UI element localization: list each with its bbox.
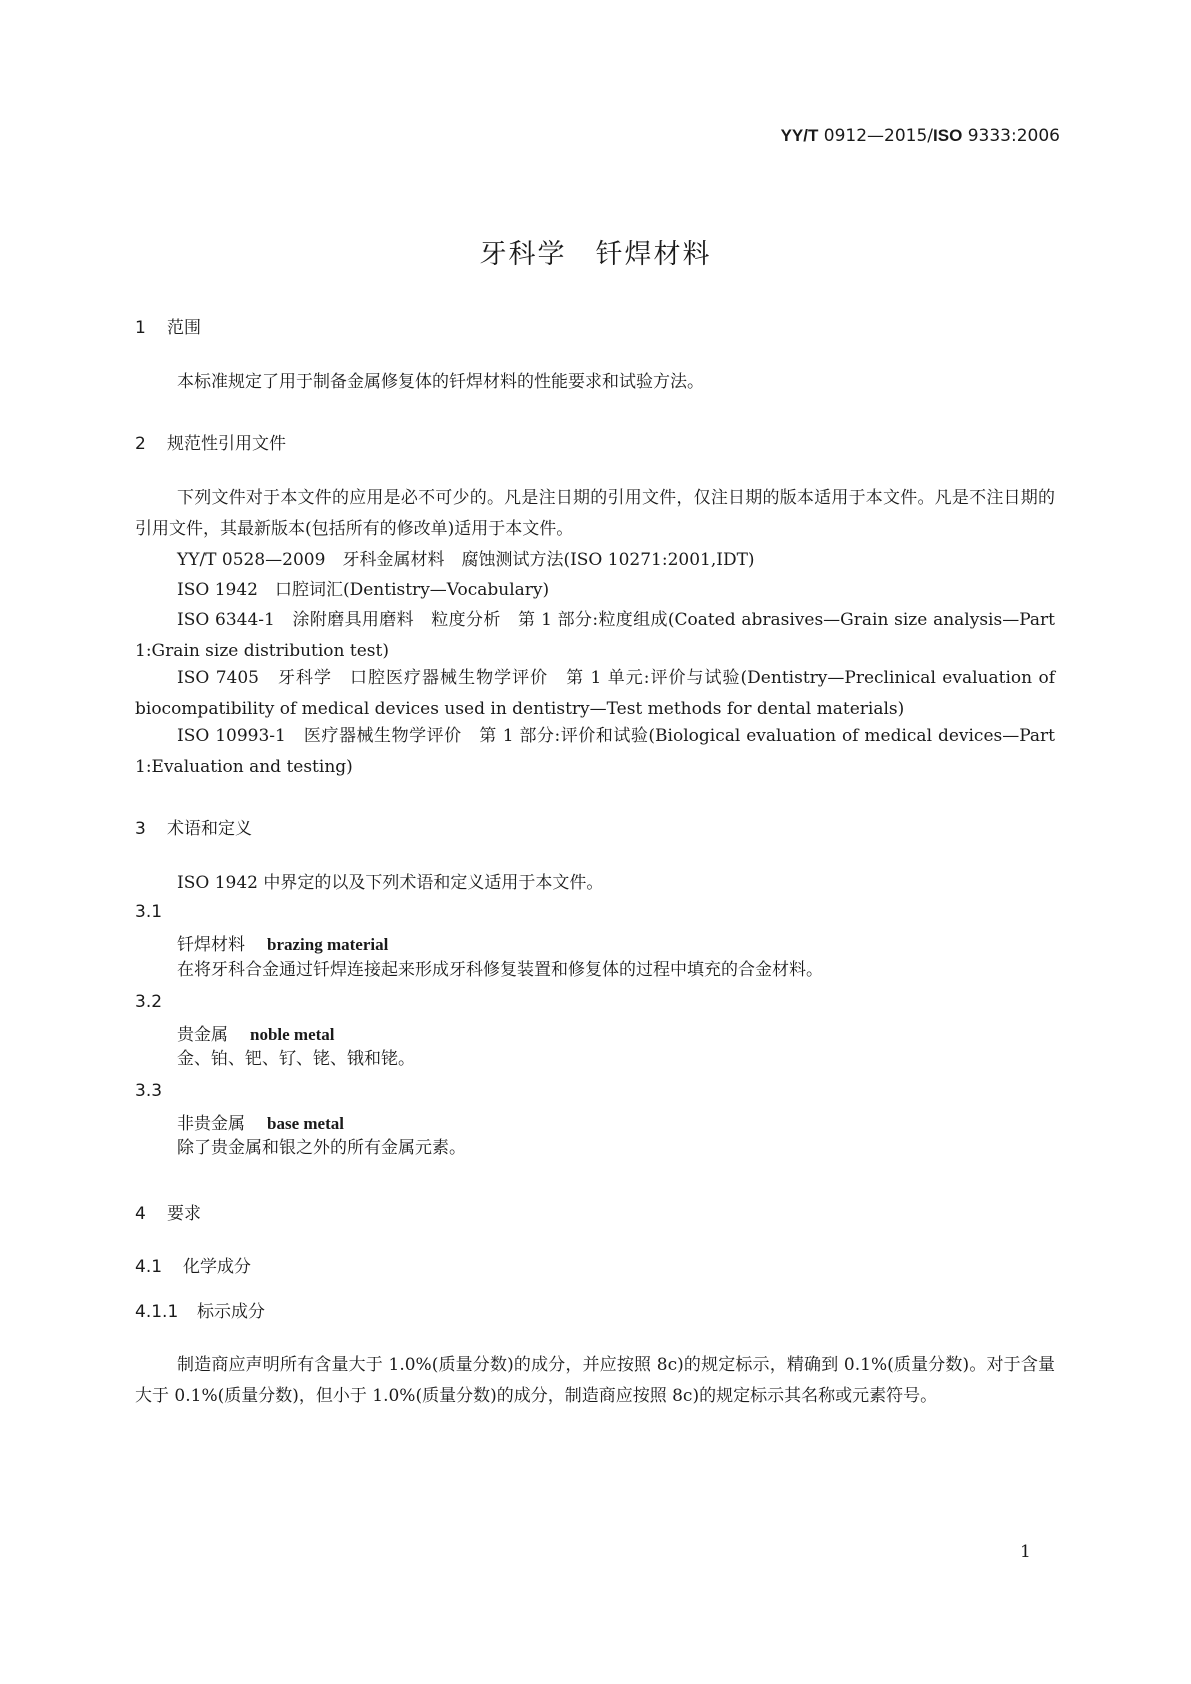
term-number: 3.3 bbox=[135, 1081, 163, 1101]
section-4-heading: 4 要求 bbox=[135, 1204, 201, 1224]
reference-item: YY/T 0528—2009 牙科金属材料 腐蚀测试方法(ISO 10271:2001,IDT) bbox=[177, 550, 755, 570]
term-heading: 贵金属 noble metal bbox=[177, 1025, 335, 1045]
section-3-intro: ISO 1942 中界定的以及下列术语和定义适用于本文件。 bbox=[177, 873, 604, 893]
term-number: 3.2 bbox=[135, 992, 163, 1012]
section-1-heading: 1 范围 bbox=[135, 318, 201, 338]
reference-item: ISO 6344-1 涂附磨具用磨料 粒度分析 第 1 部分:粒度组成(Coated abrasives—Grain size analysis—Part 1:Grain size distribution test) bbox=[135, 610, 1055, 661]
page-title: 牙科学 钎焊材料 bbox=[479, 239, 712, 270]
section-1-text: 本标准规定了用于制备金属修复体的钎焊材料的性能要求和试验方法。 bbox=[177, 372, 704, 392]
section-3-heading: 3 术语和定义 bbox=[135, 819, 252, 839]
section-2-intro: 下列文件对于本文件的应用是必不可少的。凡是注日期的引用文件，仅注日期的版本适用于本文件。凡是不注日期的引用文件，其最新版本(包括所有的修改单)适用于本文件。 bbox=[135, 488, 1055, 539]
page-number: 1 bbox=[1020, 1542, 1031, 1562]
term-definition: 除了贵金属和银之外的所有金属元素。 bbox=[177, 1138, 466, 1158]
standard-code: YY/T 0912—2015/ISO 9333:2006 bbox=[780, 126, 1060, 146]
reference-item: ISO 7405 牙科学 口腔医疗器械生物学评价 第 1 单元:评价与试验(Dentistry—Preclinical evaluation of biocompatibility of medical devices used in dentistry—Test methods for dental materials) bbox=[135, 668, 1055, 719]
section-4-1-heading: 4.1 化学成分 bbox=[135, 1257, 251, 1277]
term-definition: 在将牙科合金通过钎焊连接起来形成牙科修复装置和修复体的过程中填充的合金材料。 bbox=[177, 960, 823, 980]
reference-item: ISO 10993-1 医疗器械生物学评价 第 1 部分:评价和试验(Biological evaluation of medical devices—Part 1:Evaluation and testing) bbox=[135, 726, 1055, 777]
term-heading: 钎焊材料 brazing material bbox=[177, 935, 389, 955]
section-4-1-1-text: 制造商应声明所有含量大于 1.0%(质量分数)的成分，并应按照 8c)的规定标示，精确到 0.1%(质量分数)。对于含量大于 0.1%(质量分数)，但小于 1.0%(质量分数)的成分，制造商应按照 8c)的规定标示其名称或元素符号。 bbox=[135, 1355, 1055, 1406]
term-heading: 非贵金属 base metal bbox=[177, 1114, 344, 1134]
term-definition: 金、铂、钯、钌、铑、锇和铑。 bbox=[177, 1049, 415, 1069]
term-number: 3.1 bbox=[135, 902, 163, 922]
section-4-1-1-heading: 4.1.1 标示成分 bbox=[135, 1302, 265, 1322]
section-2-heading: 2 规范性引用文件 bbox=[135, 434, 286, 454]
reference-item: ISO 1942 口腔词汇(Dentistry—Vocabulary) bbox=[177, 580, 550, 600]
